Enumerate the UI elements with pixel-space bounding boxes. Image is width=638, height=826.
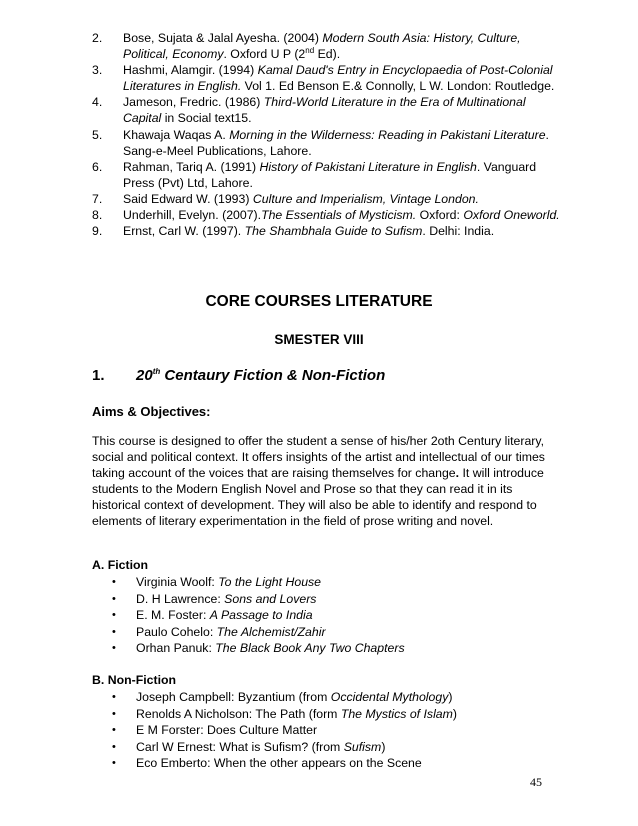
nonfiction-heading: B. Non-Fiction	[92, 673, 177, 687]
text-run: To the Light House	[218, 575, 322, 589]
reference-number: 5.	[92, 127, 103, 142]
list-item-text	[136, 591, 316, 608]
list-item	[112, 607, 552, 624]
bullet-icon: •	[112, 625, 116, 638]
reference-list	[92, 30, 562, 239]
reference-item	[92, 223, 562, 239]
nonfiction-list	[112, 689, 552, 772]
reference-text	[123, 94, 562, 126]
text-run: Bose, Sujata & Jalal Ayesha. (2004)	[123, 31, 323, 45]
text-run: Joseph Campbell: Byzantium (from	[136, 690, 331, 704]
text-run: . Vanguard Press (Pvt) Ltd, Lahore.	[123, 159, 537, 190]
reference-number: 4.	[92, 95, 103, 110]
reference-number: 6.	[92, 159, 103, 174]
text-run: Vol 1. Ed Benson E.& Connolly, L W. London: Routledge.	[241, 79, 555, 94]
text-run: Modern South Asia: History, Culture, Political, Economy	[123, 31, 521, 62]
text-run: Kamal Daud's Entry in Encyclopaedia of Post-Colonial Literatures in English.	[123, 63, 553, 94]
text-run: This course is designed to offer the student a sense of his/her 2oth Century literary, social and political context. It offers insights of the artist and intellectual of our times taking account of the voices that are raising themselves for change	[92, 434, 545, 481]
list-item-text	[136, 640, 405, 657]
text-run: .	[455, 466, 460, 481]
reference-text	[123, 191, 562, 207]
bullet-icon: •	[112, 609, 116, 621]
text-run: Culture and Imperialism, Vintage London.	[252, 191, 479, 206]
bullet-icon: •	[112, 642, 116, 654]
text-run: Oxford Oneworld.	[463, 208, 560, 223]
bullet-icon: •	[112, 592, 116, 605]
text-run: nd	[305, 46, 315, 55]
aims-paragraph	[92, 433, 552, 530]
text-run: Ernst, Carl W. (1997).	[123, 224, 245, 239]
text-run: Eco Emberto: When the other appears on the Scene	[136, 756, 422, 770]
list-item-text	[136, 722, 317, 739]
reference-text	[123, 223, 562, 239]
list-item	[112, 624, 552, 641]
text-run: E. M. Foster:	[136, 608, 210, 622]
text-run: . Oxford U P (2	[223, 47, 306, 62]
reference-item	[92, 62, 562, 94]
list-item	[112, 574, 552, 591]
bullet-icon: •	[112, 707, 116, 720]
text-run: Morning in the Wilderness: Reading in Pakistani Literature	[229, 127, 546, 142]
text-run: Occidental Mythology	[330, 690, 449, 704]
text-run: )	[452, 706, 457, 721]
reference-number: 7.	[92, 191, 103, 206]
list-item-text	[136, 607, 313, 624]
list-item-text	[136, 574, 321, 591]
list-item	[112, 640, 552, 657]
text-run: Said Edward W. (1993)	[123, 191, 253, 206]
list-item	[112, 755, 552, 772]
reference-item	[92, 207, 562, 223]
list-item	[112, 689, 552, 706]
list-item-text	[136, 739, 385, 756]
aims-heading: Aims & Objectives:	[92, 404, 211, 419]
text-run: The Shambhala Guide to Sufism	[244, 224, 423, 239]
text-run: E M Forster: Does Culture Matter	[136, 723, 318, 737]
text-run: The Mystics of Islam	[340, 706, 453, 721]
list-item-text	[136, 624, 326, 641]
text-run: Hashmi, Alamgir. (1994)	[123, 63, 258, 78]
text-run: . Sang-e-Meel Publications, Lahore.	[123, 127, 549, 158]
list-item	[112, 739, 552, 756]
reference-text	[123, 127, 562, 159]
fiction-heading: A. Fiction	[92, 558, 149, 572]
reference-number: 3.	[92, 63, 103, 78]
section-title	[92, 367, 385, 384]
list-item-text	[136, 755, 422, 772]
text-run: Jameson, Fredric. (1986)	[123, 95, 264, 110]
text-run: D. H Lawrence:	[136, 591, 225, 606]
text-run: in Social text15.	[161, 111, 252, 126]
text-run: Underhill, Evelyn. (2007).	[123, 208, 262, 223]
page-heading: CORE COURSES LITERATURE	[205, 293, 433, 310]
text-run: . Delhi: India.	[422, 224, 495, 239]
text-run: History of Pakistani Literature in English	[259, 159, 477, 174]
text-run: Virginia Woolf:	[136, 575, 219, 589]
section-title-text: 20th Centaury Fiction & Non-Fiction	[136, 367, 386, 384]
text-run: Third-World Literature in the Era of Multinational Capital	[123, 95, 526, 126]
text-run: Rahman, Tariq A. (1991)	[123, 159, 260, 174]
list-item-text	[136, 689, 452, 706]
reference-text	[123, 207, 562, 223]
reference-item	[92, 30, 562, 62]
text-run: Paulo Cohelo:	[136, 624, 217, 639]
list-item	[112, 591, 552, 608]
reference-number: 9.	[92, 224, 103, 239]
text-run: It will introduce students to the Modern English Novel and Prose so that they can read it in its historical context of development. They will also be able to identify and respond to elements of literary experimentation in the field of prose writing and novel.	[92, 466, 544, 529]
bullet-icon: •	[112, 757, 116, 769]
page-number: 45	[530, 775, 542, 789]
list-item	[112, 706, 552, 723]
text-run: Sons and Lovers	[224, 591, 317, 606]
reference-number: 8.	[92, 208, 103, 223]
text-run: Khawaja Waqas A.	[123, 127, 230, 142]
bullet-icon: •	[112, 740, 116, 753]
bullet-icon: •	[112, 576, 116, 588]
reference-number: 2.	[92, 31, 103, 45]
text-run: The Essentials of Mysticism.	[261, 208, 417, 223]
reference-text	[123, 62, 562, 94]
list-item	[112, 722, 552, 739]
bullet-icon: •	[112, 691, 116, 703]
text-run: Ed).	[314, 47, 341, 62]
text-run: Carl W Ernest: What is Sufism? (from	[136, 739, 344, 754]
reference-item	[92, 94, 562, 126]
text-run: )	[448, 690, 453, 704]
reference-item	[92, 127, 562, 159]
reference-text	[123, 159, 562, 191]
reference-item	[92, 159, 562, 191]
section-number: 1.	[92, 367, 105, 384]
text-run: A Passage to India	[209, 608, 313, 622]
text-run: )	[381, 739, 386, 754]
semester-heading: SMESTER VIII	[274, 332, 364, 347]
text-run: Renolds A Nicholson: The Path (form	[136, 706, 341, 721]
reference-item	[92, 191, 562, 207]
text-run: Sufism	[343, 739, 382, 754]
text-run: The Alchemist/Zahir	[216, 624, 326, 639]
text-run: Orhan Panuk:	[136, 641, 216, 655]
bullet-icon: •	[112, 724, 116, 736]
text-run: Oxford:	[416, 208, 464, 223]
fiction-list	[112, 574, 552, 657]
text-run: The Black Book Any Two Chapters	[215, 641, 405, 655]
reference-text	[123, 30, 562, 62]
list-item-text	[136, 706, 457, 723]
